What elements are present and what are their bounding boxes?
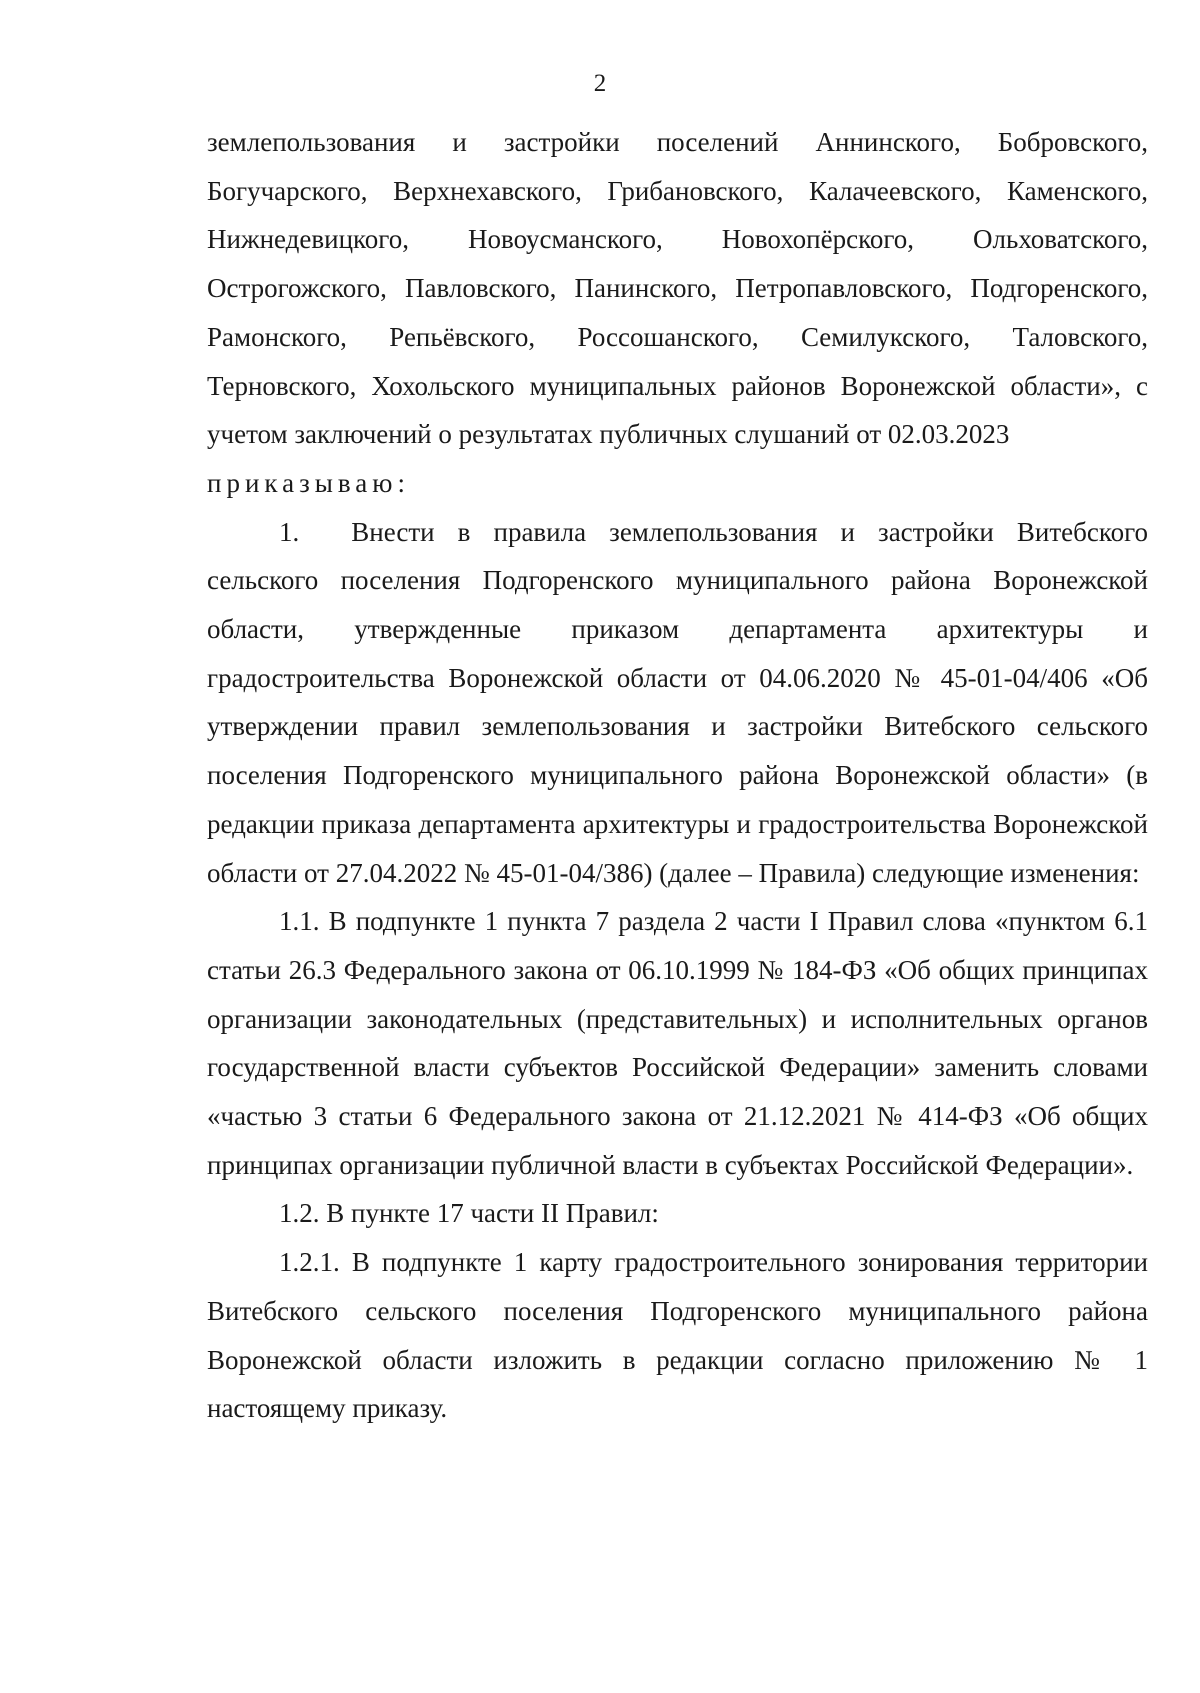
item-1-2-1-paragraph: 1.2.1. В подпункте 1 карту градостроительного зонирования территории Витебского сельского поселения Подгоренского муниципального района Воронежской области изложить в редакции согласно приложению № 1 настоящему приказу. — [207, 1247, 1148, 1424]
page-number: 2 — [593, 70, 607, 97]
document-body — [207, 118, 1148, 1433]
item-1-text: Внести в правила землепользования и застройки Витебского сельского поселения Подгоренского муниципального района Воронежской области, утвержденные приказом департамента архитектуры и градостроительства Воронежской области от 04.06.2020 № 45-01-04/406 «Об утверждении правил землепользования и застройки Витебского сельского поселения Подгоренского муниципального района Воронежской области» (в редакции приказа департамента архитектуры и градостроительства Воронежской области от 27.04.2022 № 45-01-04/386) (далее – Правила) следующие изменения: — [207, 516, 1148, 888]
item-1-paragraph — [207, 508, 1148, 898]
intro-paragraph: землепользования и застройки поселений Аннинского, Бобровского, Богучарского, Верхнехавского, Грибановского, Калачеевского, Каменского, Нижнедевицкого, Новоусманского, Новохопёрского, Ольховатского, Острогожского, Павловского, Панинского, Петропавловского, Подгоренского, Рамонского, Репьёвского, Россошанского, Семилукского, Таловского, Терновского, Хохольского муниципальных районов Воронежской области», с учетом заключений о результатах публичных слушаний от 02.03.2023 — [207, 127, 1148, 450]
item-1-1-paragraph: 1.1. В подпункте 1 пункта 7 раздела 2 части I Правил слова «пунктом 6.1 статьи 26.3 Федерального закона от 06.10.1999 № 184-ФЗ «Об общих принципах организации законодательных (представительных) и исполнительных органов государственной власти субъектов Российской Федерации» заменить словами «частью 3 статьи 6 Федерального закона от 21.12.2021 № 414-ФЗ «Об общих принципах организации публичной власти в субъектах Российской Федерации». — [207, 906, 1148, 1180]
item-1-2-paragraph: 1.2. В пункте 17 части II Правил: — [279, 1198, 659, 1229]
order-word: приказываю: — [207, 467, 410, 498]
item-1-number: 1. — [279, 516, 300, 547]
